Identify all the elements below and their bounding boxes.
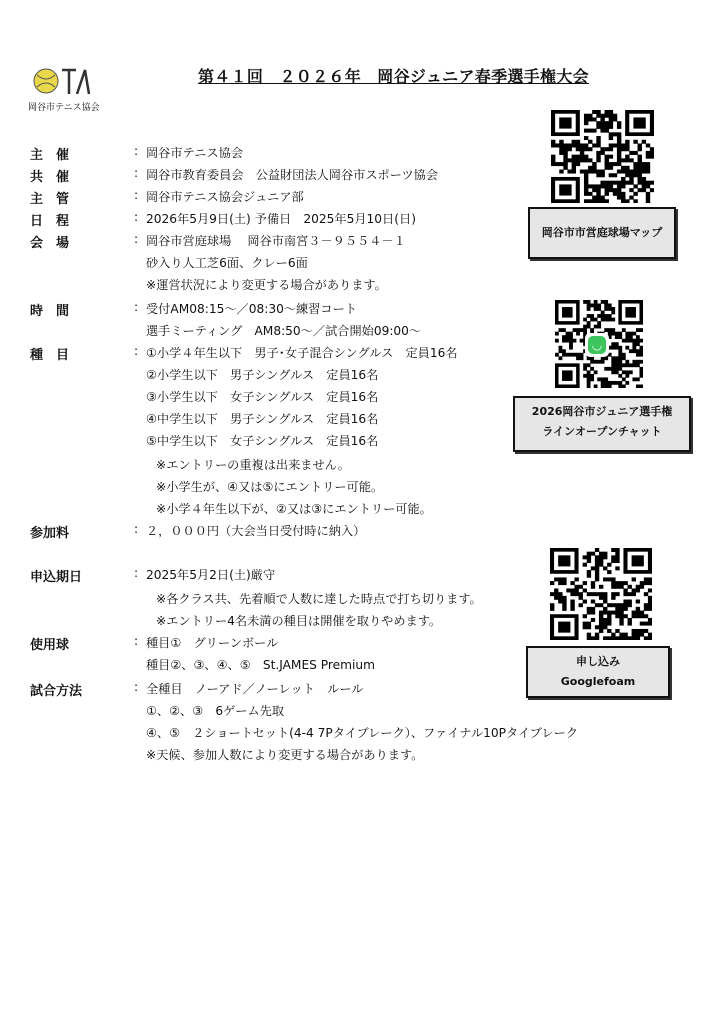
qr-code-icon bbox=[551, 110, 654, 203]
colon: : bbox=[134, 680, 139, 694]
tennis-logo-icon bbox=[32, 66, 96, 100]
line-app-icon: ◡ bbox=[585, 333, 609, 357]
form-label-line2: Googlefoam bbox=[560, 675, 636, 688]
kaijo-note: ※運営状況により変更する場合があります。 bbox=[146, 278, 387, 292]
value-kyosai: 岡谷市教育委員会 公益財団法人岡谷市スポーツ協会 bbox=[146, 168, 439, 182]
colon: : bbox=[134, 232, 139, 246]
event-item: ①小学４年生以下 男子･女子混合シングルス 定員16名 bbox=[146, 346, 458, 360]
event-item: ④中学生以下 男子シングルス 定員16名 bbox=[146, 412, 379, 426]
value-jikan: 受付AM08:15～／08:30～練習コート bbox=[146, 302, 357, 316]
value-moushikomi: 2025年5月2日(土)厳守 bbox=[146, 568, 276, 582]
line-label-line1: 2026岡谷市ジュニア選手権 bbox=[531, 405, 673, 418]
colon: : bbox=[134, 634, 139, 648]
event-note: ※エントリーの重複は出来ません。 bbox=[156, 458, 350, 472]
deadline-note: ※各クラス共、先着順で人数に達した時点で打ち切ります。 bbox=[156, 592, 482, 606]
label-shiyoukyu: 使用球 bbox=[30, 638, 70, 653]
label-shusai: 主 催 bbox=[30, 148, 70, 163]
form-label-line1: 申し込み bbox=[576, 655, 620, 668]
event-note: ※小学４年生以下が、②又は③にエントリー可能。 bbox=[156, 502, 432, 516]
deadline-note: ※エントリー4名未満の種目は開催を取りやめます。 bbox=[156, 614, 442, 628]
label-kyosai: 共 催 bbox=[30, 170, 70, 185]
ball-line2: 種目②、③、④、⑤ St.JAMES Premium bbox=[146, 658, 375, 672]
label-jikan: 時 間 bbox=[30, 304, 70, 319]
line-qr-label bbox=[513, 396, 691, 452]
colon: : bbox=[134, 188, 139, 202]
format-line2: ①、②、③ 6ゲーム先取 bbox=[146, 704, 285, 718]
colon: : bbox=[134, 166, 139, 180]
label-shumoku: 種 目 bbox=[30, 348, 70, 363]
colon: : bbox=[134, 144, 139, 158]
label-sankaryo: 参加料 bbox=[30, 526, 70, 541]
label-nittei: 日 程 bbox=[30, 214, 70, 229]
kaijo-courts: 砂入り人工芝6面、クレー6面 bbox=[146, 256, 308, 270]
label-kaijo: 会 場 bbox=[30, 236, 70, 251]
colon: : bbox=[134, 566, 139, 580]
format-line3: ④、⑤ ２ショートセット(4-4 7Pタイブレーク）、ファイナル10Pタイブレーク bbox=[146, 726, 579, 740]
colon: : bbox=[134, 344, 139, 358]
label-shukan: 主 管 bbox=[30, 192, 70, 207]
form-qr-code[interactable] bbox=[550, 548, 652, 640]
event-item: ③小学生以下 女子シングルス 定員16名 bbox=[146, 390, 379, 404]
logo-text: 岡谷市テニス協会 bbox=[28, 103, 100, 113]
map-qr-label bbox=[528, 207, 676, 259]
label-shiai: 試合方法 bbox=[30, 684, 83, 699]
label-moushikomi: 申込期日 bbox=[30, 570, 83, 585]
value-shiyoukyu: 種目① グリーンボール bbox=[146, 636, 279, 650]
map-label-text: 岡谷市市営庭球場マップ bbox=[541, 226, 663, 239]
value-nittei: 2026年5月9日(土) 予備日 2025年5月10日(日) bbox=[146, 212, 416, 226]
page-title: 第４１回 ２０２６年 岡谷ジュニア春季選手権大会 bbox=[198, 67, 589, 86]
event-note: ※小学生が、④又は⑤にエントリー可能。 bbox=[156, 480, 384, 494]
form-qr-label bbox=[526, 646, 670, 698]
jikan-meeting: 選手ミーティング AM8:50～／試合開始09:00～ bbox=[146, 324, 422, 338]
event-item: ②小学生以下 男子シングルス 定員16名 bbox=[146, 368, 379, 382]
event-item: ⑤中学生以下 女子シングルス 定員16名 bbox=[146, 434, 379, 448]
association-logo bbox=[28, 66, 108, 116]
colon: : bbox=[134, 522, 139, 536]
value-shusai: 岡谷市テニス協会 bbox=[146, 146, 244, 160]
colon: : bbox=[134, 300, 139, 314]
value-shiai: 全種目 ノーアド／ノーレット ルール bbox=[146, 682, 364, 696]
value-shukan: 岡谷市テニス協会ジュニア部 bbox=[146, 190, 304, 204]
line-label-line2: ラインオープンチャット bbox=[542, 425, 662, 438]
value-kaijo: 岡谷市営庭球場 岡谷市南宮３－９５５４－１ bbox=[146, 234, 406, 248]
map-qr-code[interactable] bbox=[551, 110, 654, 203]
format-line4: ※天候、参加人数により変更する場合があります。 bbox=[146, 748, 424, 762]
colon: : bbox=[134, 210, 139, 224]
qr-code-icon bbox=[550, 548, 652, 640]
value-sankaryo: ２，０００円（大会当日受付時に納入） bbox=[146, 524, 366, 538]
